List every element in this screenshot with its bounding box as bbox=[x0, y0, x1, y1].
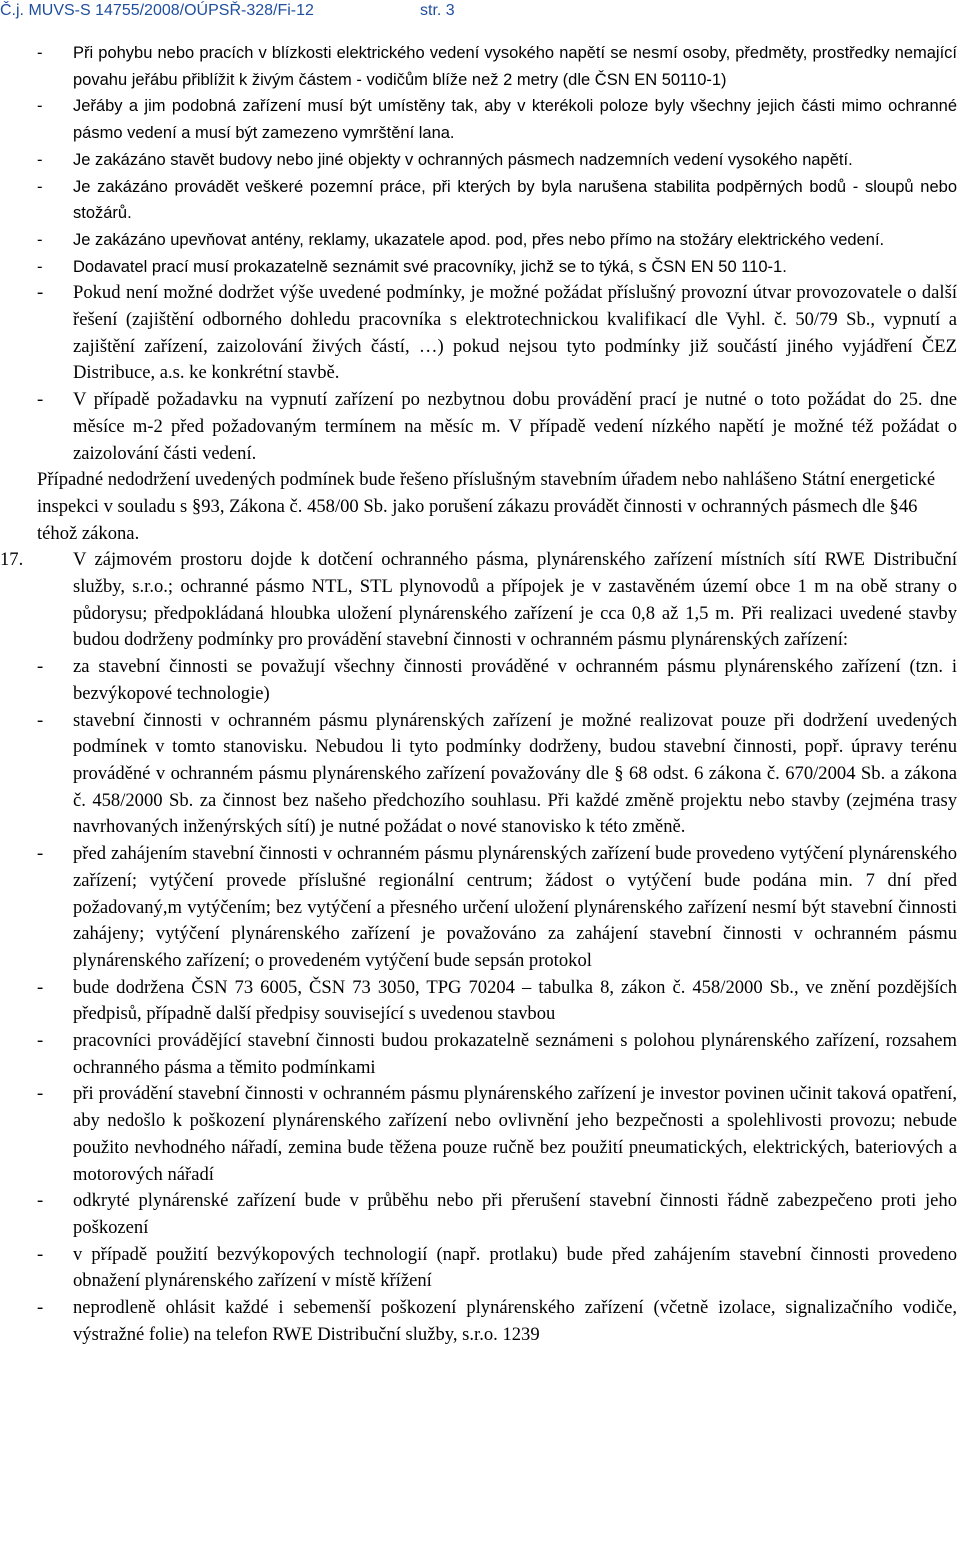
list-item bbox=[37, 254, 957, 281]
list-item-text: Při pohybu nebo pracích v blízkosti elektrického vedení vysokého napětí se nesmí osoby, předměty, prostředky nemající povahu jeřábu přiblížit k živým částem - vodičům blíže než 2 metry (dle ČSN EN 50110-1) bbox=[73, 44, 957, 89]
list-item bbox=[37, 1028, 957, 1081]
list-item bbox=[37, 1295, 957, 1348]
list-item-text: před zahájením stavební činnosti v ochranném pásmu plynárenských zařízení bude provedeno vytýčení plynárenského zařízení; vytýčení provede příslušné regionální centrum; žádost o vytýčení bude podána min. 7 dní před požadovaný,m vytýčením; bez vytýčení a přesného určení uložení plynárenského zařízení nesmí být stavební činnosti zahájeny; vytýčení plynárenského zařízení je považováno za zahájení stavební činnosti v ochranném pásmu plynárenského zařízení; o provedeném vytýčení bude sepsán protokol bbox=[73, 843, 957, 971]
bullet-dash: - bbox=[37, 843, 44, 865]
bullet-dash: - bbox=[37, 1243, 44, 1265]
bullet-dash: - bbox=[37, 177, 43, 196]
list-item-text: odkryté plynárenské zařízení bude v průběhu nebo při přerušení stavební činnosti řádně zabezpečeno proti jeho poškození bbox=[73, 1190, 957, 1238]
bullet-dash: - bbox=[37, 709, 44, 731]
list-item-text: Pokud není možné dodržet výše uvedené podmínky, je možné požádat příslušný provozní útvar provozovatele o další řešení (zajištění odborného dohledu pracovníka s elektrotechnickou kvalifikací dle Vyhl. č. 50/79 Sb., vypnutí a zajištění zařízení, zaizolování živých částí, …) pokud nejsou tyto podmínky již součástí jiného vyjádření ČEZ Distribuce, a.s. ke konkrétní stavbě. bbox=[73, 282, 957, 384]
list-item bbox=[37, 227, 957, 254]
bullet-dash: - bbox=[37, 44, 43, 62]
bullet-dash: - bbox=[37, 97, 43, 116]
closing-paragraph: Případné nedodržení uvedených podmínek bude řešeno příslušným stavebním úřadem nebo nahlášeno Státní energetické inspekci v souladu s §93, Zákona č. 458/00 Sb. jako porušení zákazu provádět činnosti v ochranných pásmech dle §46 téhož zákona. bbox=[37, 469, 936, 544]
list-item-text: Je zakázáno provádět veškeré pozemní práce, při kterých by byla narušena stabilita podpěrných bodů - sloupů nebo stožárů. bbox=[73, 177, 957, 223]
bullet-dash: - bbox=[37, 282, 44, 304]
list-item bbox=[37, 975, 957, 1028]
list-item bbox=[37, 1188, 957, 1241]
bullet-dash: - bbox=[37, 976, 44, 998]
list-item-text: při provádění stavební činnosti v ochranném pásmu plynárenského zařízení je investor povinen učinit taková opatření, aby nedošlo k poškození plynárenského zařízení nebo ovlivnění jeho bezpečnosti a spolehlivosti provozu; nebude použito nevhodného nářadí, zemina bude těžena pouze ručně bez použití pneumatických, elektrických, bateriových a motorových nářadí bbox=[73, 1083, 957, 1185]
list-item-text: V případě požadavku na vypnutí zařízení po nezbytnou dobu provádění prací je nutné o toto požádat do 25. dne měsíce m-2 před požadovaným termínem na měsíc m. V případě vedení nízkého napětí je možné též požádat o zaizolování části vedení. bbox=[73, 389, 957, 464]
list-item-text: Je zakázáno upevňovat antény, reklamy, ukazatele apod. pod, přes nebo přímo na stožáry elektrického vedení. bbox=[73, 230, 885, 249]
list-item bbox=[37, 708, 957, 842]
list-item bbox=[37, 147, 957, 174]
list-item bbox=[37, 280, 957, 387]
list-item bbox=[37, 387, 957, 467]
section-intro: V zájmovém prostoru dojde k dotčení ochranného pásma, plynárenského zařízení místních sítí RWE Distribuční služby, s.r.o.; ochranné pásmo NTL, STL plynovodů a přípojek je v zastavěném území obce 1 m na obě strany o půdorysu; předpokládaná hloubka uložení plynárenského zařízení je cca 0,8 až 1,5 m. Při realizaci uvedené stavby budou dodrženy podmínky pro provádění stavební činnosti v ochranném pásmu plynárenských zařízení: bbox=[73, 549, 957, 651]
list-item-text: Je zakázáno stavět budovy nebo jiné objekty v ochranných pásmech nadzemních vedení vysokého napětí. bbox=[73, 150, 853, 169]
section-number: 17. bbox=[0, 549, 24, 571]
list-item bbox=[37, 1242, 957, 1295]
list-item-text: stavební činnosti v ochranném pásmu plynárenských zařízení je možné realizovat pouze při dodržení uvedených podmínek v tomto stanovisku. Nebudou li tyto podmínky dodrženy, budou stavební činnosti, popř. úpravy terénu prováděné v ochranném pásmu plynárenského zařízení považovány dle § 68 odst. 6 zákona č. 670/2004 Sb. a zákona č. 458/2000 Sb. za činnost bez našeho předchozího souhlasu. Při každé změně projektu nebo stavby (zejména trasy navrhovaných inženýrských sítí) je nutné požádat o nové stanovisko k této změně. bbox=[73, 709, 957, 838]
list-item-text: pracovníci provádějící stavební činnosti budou prokazatelně seznámeni s polohou plynárenského zařízení, rozsahem ochranného pásma a těmito podmínkami bbox=[73, 1030, 957, 1078]
list-item bbox=[37, 40, 957, 93]
page-header bbox=[0, 2, 960, 22]
list-item-text: v případě použití bezvýkopových technologií (např. protlaku) bude před zahájením stavební činnosti provedeno obnažení plynárenského zařízení v místě křížení bbox=[73, 1243, 957, 1292]
bullet-dash: - bbox=[37, 1083, 44, 1105]
list-item-text: Dodavatel prací musí prokazatelně seznámit své pracovníky, jichž se to týká, s ČSN EN 50 110-1. bbox=[73, 257, 787, 276]
list-item bbox=[37, 841, 957, 975]
list-item bbox=[37, 654, 957, 707]
document-body bbox=[0, 40, 957, 1348]
list-item-text: neprodleně ohlásit každé i sebemenší poškození plynárenského zařízení (včetně izolace, signalizačního vodiče, výstražné folie) na telefon RWE Distribuční služby, s.r.o. 1239 bbox=[73, 1297, 957, 1345]
bullet-dash: - bbox=[37, 656, 44, 678]
bullet-dash: - bbox=[37, 1190, 44, 1212]
bullet-dash: - bbox=[37, 1297, 44, 1319]
section-17 bbox=[0, 547, 957, 1348]
list-item-text: bude dodržena ČSN 73 6005, ČSN 73 3050, TPG 70204 – tabulka 8, zákon č. 458/2000 Sb., ve znění pozdějších předpisů, případně další předpisy související s uvedenou stavbou bbox=[73, 976, 957, 1025]
page-number: str. 3 bbox=[420, 2, 455, 19]
list-item bbox=[37, 1081, 957, 1188]
bullet-dash: - bbox=[37, 389, 44, 411]
list-item-text: Jeřáby a jim podobná zařízení musí být umístěny tak, aby v kterékoli poloze byly všechny jejich části mimo ochranné pásmo vedení a musí být zamezeno vymrštění lana. bbox=[73, 97, 957, 143]
list-item-text: za stavební činnosti se považují všechny činnosti prováděné v ochranném pásmu plynárenského zařízení (tzn. i bezvýkopové technologie) bbox=[73, 656, 957, 704]
list-item bbox=[37, 174, 957, 227]
bullet-dash: - bbox=[37, 230, 43, 249]
bullet-dash: - bbox=[37, 150, 43, 169]
list-item bbox=[37, 93, 957, 146]
bullet-dash: - bbox=[37, 1030, 44, 1052]
reference-number: Č.j. MUVS-S 14755/2008/OÚPSŘ-328/Fi-12 bbox=[0, 2, 314, 19]
bullet-dash: - bbox=[37, 257, 43, 276]
